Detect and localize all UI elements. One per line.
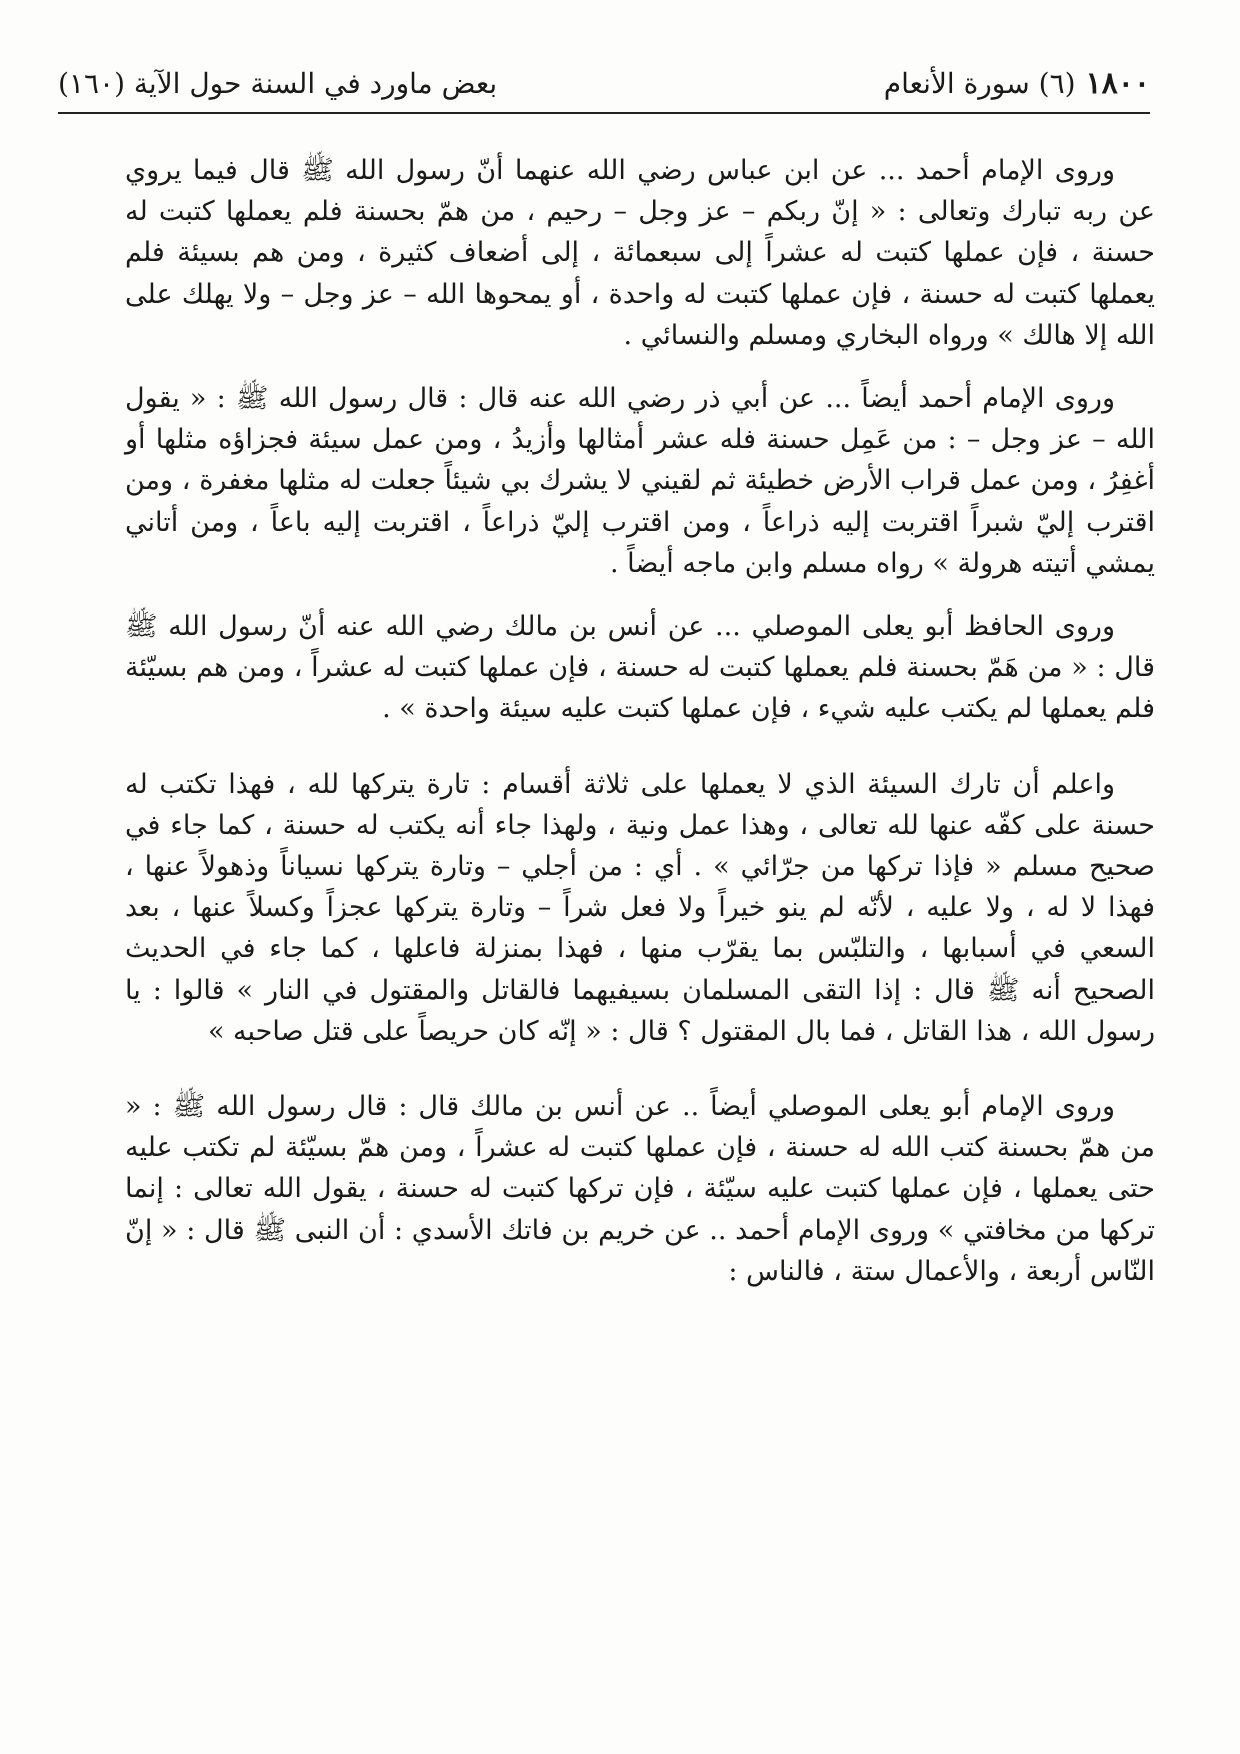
header-right xyxy=(883,66,1150,101)
running-header xyxy=(58,56,1150,114)
paragraph-5: وروى الإمام أبو يعلى الموصلي أيضاً .. عن أنس بن مالك قال : قال رسول الله ﷺ : « من همّ بحسنة كتب الله له حسنة ، فإن عملها كتبت له عشراً ، ومن همّ بسيّئة لم تكتب عليه حتى يعملها ، فإن عملها كتبت عليه سيّئة ، فإن تركها كتبت له حسنة ، يقول الله تعالى : إنما تركها من مخافتي » وروى الإمام أحمد .. عن خريم بن فاتك الأسدي : أن النبى ﷺ قال : « إنّ النّاس أربعة ، والأعمال ستة ، فالناس : xyxy=(125,1091,1155,1287)
section-topic: بعض ماورد في السنة حول الآية (١٦٠) xyxy=(58,67,498,100)
page-number: ١٨٠٠ xyxy=(1085,66,1150,101)
page-body xyxy=(125,150,1155,1314)
surah-title: (٦) سورة الأنعام xyxy=(883,67,1076,100)
paragraph-4: واعلم أن تارك السيئة الذي لا يعملها على ثلاثة أقسام : تارة يتركها لله ، فهذا تكتب له حسنة على كفّه عنها لله تعالى ، وهذا عمل ونية ، ولهذا جاء أنه يكتب له حسنة ، كما جاء في صحيح مسلم « فإذا تركها من جرّائي » . أي : من أجلي – وتارة يتركها نسياناً وذهولاً عنها ، فهذا لا له ، ولا عليه ، لأنّه لم ينو خيراً ولا فعل شراً – وتارة يتركها عجزاً وكسلاً عنها ، بعد السعي في أسبابها ، والتلبّس بما يقرّب منها ، فهذا بمنزلة فاعلها ، كما جاء في الحديث الصحيح أنه ﷺ قال : إذا التقى المسلمان بسيفيهما فالقاتل والمقتول في النار » قالوا : يا رسول الله ، هذا القاتل ، فما بال المقتول ؟ قال : « إنّه كان حريصاً على قتل صاحبه » xyxy=(125,768,1155,1047)
paragraph-2: وروى الإمام أحمد أيضاً ... عن أبي ذر رضي الله عنه قال : قال رسول الله ﷺ : « يقول الله – عز وجل – : من عَمِل حسنة فله عشر أمثالها وأزيدُ ، ومن عمل سيئة فجزاؤه مثلها أو أغفِرُ ، ومن عمل قراب الأرض خطيئة ثم لقيني لا يشرك بي شيئاً جعلت له مثلها مغفرة ، ومن اقترب إليّ شبراً اقتربت إليه ذراعاً ، ومن اقترب إليّ ذراعاً ، اقتربت إليه باعاً ، ومن أتاني يمشي أتيته هرولة » رواه مسلم وابن ماجه أيضاً . xyxy=(125,383,1156,579)
paragraph-3: وروى الحافظ أبو يعلى الموصلي ... عن أنس بن مالك رضي الله عنه أنّ رسول الله ﷺ قال : « من هَمّ بحسنة فلم يعملها كتبت له حسنة ، فإن عملها كتبت له عشراً ، ومن هم بسيّئة فلم يعملها لم يكتب عليه شيء ، فإن عملها كتبت عليه سيئة واحدة » . xyxy=(125,611,1155,725)
paragraph-1: وروى الإمام أحمد ... عن ابن عباس رضي الله عنهما أنّ رسول الله ﷺ قال فيما يروي عن ربه تبارك وتعالى : « إنّ ربكم – عز وجل – رحيم ، من همّ بحسنة فلم يعملها كتبت له حسنة ، فإن عملها كتبت له عشراً إلى سبعمائة ، إلى أضعاف كثيرة ، ومن هم بسيئة فلم يعملها كتبت له حسنة ، فإن عملها كتبت له واحدة ، أو يمحوها الله – عز وجل – ولا يهلك على الله إلا هالك » ورواه البخاري ومسلم والنسائي . xyxy=(125,155,1155,351)
